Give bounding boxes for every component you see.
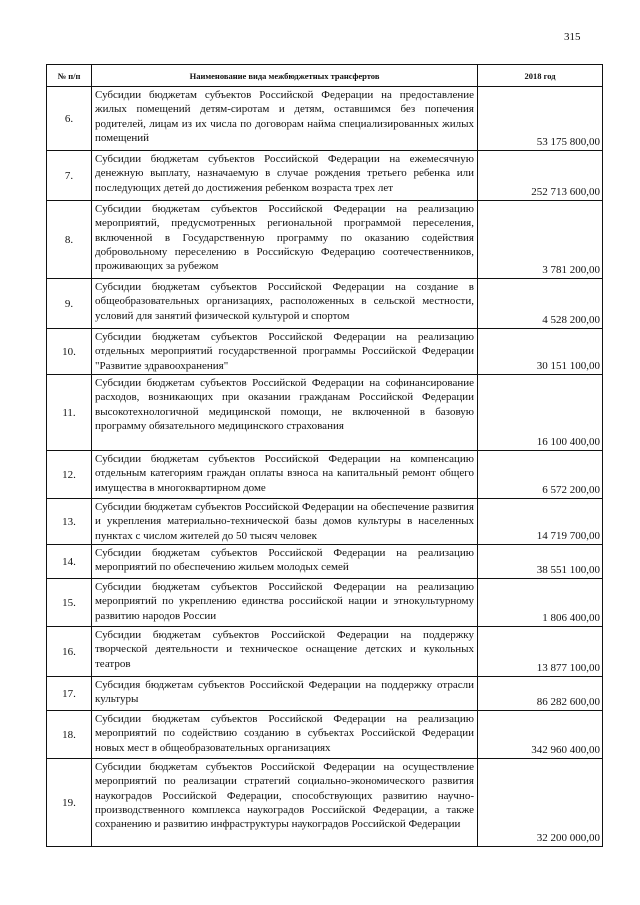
row-number: 16. bbox=[47, 627, 92, 677]
table-row bbox=[47, 87, 603, 151]
row-transfer-name: Субсидии бюджетам субъектов Российской Федерации на реализацию мероприятий, предусмотренных региональной программой переселения, включенной в Государственную программу по оказанию содействия добровольному переселению в Российскую Федерацию соотечественников, проживающих за рубежом bbox=[92, 201, 478, 279]
table-row bbox=[47, 711, 603, 759]
row-transfer-name: Субсидии бюджетам субъектов Российской Федерации на поддержку творческой деятельности и техническое оснащение детских и кукольных театров bbox=[92, 627, 478, 677]
row-transfer-name: Субсидии бюджетам субъектов Российской Федерации на реализацию мероприятий по обеспечению жильем молодых семей bbox=[92, 545, 478, 579]
table-row bbox=[47, 627, 603, 677]
row-number: 8. bbox=[47, 201, 92, 279]
header-transfer-name: Наименование вида межбюджетных трансфертов bbox=[92, 65, 478, 87]
row-amount: 16 100 400,00 bbox=[478, 375, 603, 451]
table-row bbox=[47, 677, 603, 711]
row-number: 19. bbox=[47, 759, 92, 847]
table-row bbox=[47, 759, 603, 847]
row-number: 14. bbox=[47, 545, 92, 579]
table-row bbox=[47, 201, 603, 279]
row-number: 15. bbox=[47, 579, 92, 627]
row-number: 12. bbox=[47, 451, 92, 499]
row-transfer-name: Субсидии бюджетам субъектов Российской Федерации на компенсацию отдельным категориям граждан оплаты взноса на капитальный ремонт общего имущества в многоквартирном доме bbox=[92, 451, 478, 499]
row-transfer-name: Субсидия бюджетам субъектов Российской Федерации на поддержку отрасли культуры bbox=[92, 677, 478, 711]
row-number: 17. bbox=[47, 677, 92, 711]
row-transfer-name: Субсидии бюджетам субъектов Российской Федерации на создание в общеобразовательных организациях, расположенных в сельской местности, условий для занятий физической культурой и спортом bbox=[92, 279, 478, 329]
row-transfer-name: Субсидии бюджетам субъектов Российской Федерации на реализацию мероприятий по укреплению единства российской нации и этнокультурному развитию народов России bbox=[92, 579, 478, 627]
row-number: 6. bbox=[47, 87, 92, 151]
row-transfer-name: Субсидии бюджетам субъектов Российской Федерации на софинансирование расходов, возникающих при оказании гражданам Российской Федерации высокотехнологичной медицинской помощи, не включенной в базовую программу обязательного медицинского страхования bbox=[92, 375, 478, 451]
row-number: 13. bbox=[47, 499, 92, 545]
table-row bbox=[47, 579, 603, 627]
transfers-table bbox=[46, 64, 603, 847]
table-row bbox=[47, 499, 603, 545]
row-transfer-name: Субсидии бюджетам субъектов Российской Федерации на обеспечение развития и укрепления материально-технической базы домов культуры в населенных пунктах с числом жителей до 50 тысяч человек bbox=[92, 499, 478, 545]
row-amount: 4 528 200,00 bbox=[478, 279, 603, 329]
row-number: 7. bbox=[47, 151, 92, 201]
row-amount: 32 200 000,00 bbox=[478, 759, 603, 847]
table-row bbox=[47, 451, 603, 499]
row-amount: 342 960 400,00 bbox=[478, 711, 603, 759]
page-number: 315 bbox=[564, 31, 581, 43]
row-amount: 6 572 200,00 bbox=[478, 451, 603, 499]
row-amount: 53 175 800,00 bbox=[478, 87, 603, 151]
row-amount: 252 713 600,00 bbox=[478, 151, 603, 201]
row-number: 11. bbox=[47, 375, 92, 451]
row-transfer-name: Субсидии бюджетам субъектов Российской Федерации на реализацию отдельных мероприятий государственной программы Российской Федерации "Развитие здравоохранения" bbox=[92, 329, 478, 375]
row-amount: 1 806 400,00 bbox=[478, 579, 603, 627]
row-number: 18. bbox=[47, 711, 92, 759]
row-amount: 3 781 200,00 bbox=[478, 201, 603, 279]
row-amount: 14 719 700,00 bbox=[478, 499, 603, 545]
row-number: 10. bbox=[47, 329, 92, 375]
row-transfer-name: Субсидии бюджетам субъектов Российской Федерации на осуществление мероприятий по реализации стратегий социально-экономического развития наукоградов Российской Федерации, способствующих развитию научно-производственного комплекса наукоградов Российской Федерации, а также сохранению и развитию инфраструктуры наукоградов Российской Федерации bbox=[92, 759, 478, 847]
table-row bbox=[47, 151, 603, 201]
row-transfer-name: Субсидии бюджетам субъектов Российской Федерации на предоставление жилых помещений детям-сиротам и детям, оставшимся без попечения родителей, лицам из их числа по договорам найма специализированных жилых помещений bbox=[92, 87, 478, 151]
header-year-2018: 2018 год bbox=[478, 65, 603, 87]
row-transfer-name: Субсидии бюджетам субъектов Российской Федерации на реализацию мероприятий по содействию созданию в субъектах Российской Федерации новых мест в общеобразовательных организациях bbox=[92, 711, 478, 759]
row-amount: 38 551 100,00 bbox=[478, 545, 603, 579]
table-row bbox=[47, 375, 603, 451]
table-row bbox=[47, 279, 603, 329]
table-row bbox=[47, 329, 603, 375]
table-row bbox=[47, 545, 603, 579]
row-amount: 13 877 100,00 bbox=[478, 627, 603, 677]
header-number: № п/п bbox=[47, 65, 92, 87]
row-transfer-name: Субсидии бюджетам субъектов Российской Федерации на ежемесячную денежную выплату, назначаемую в случае рождения третьего ребенка или последующих детей до достижения ребенком возраста трех лет bbox=[92, 151, 478, 201]
table-header-row bbox=[47, 65, 603, 87]
row-amount: 30 151 100,00 bbox=[478, 329, 603, 375]
row-number: 9. bbox=[47, 279, 92, 329]
row-amount: 86 282 600,00 bbox=[478, 677, 603, 711]
